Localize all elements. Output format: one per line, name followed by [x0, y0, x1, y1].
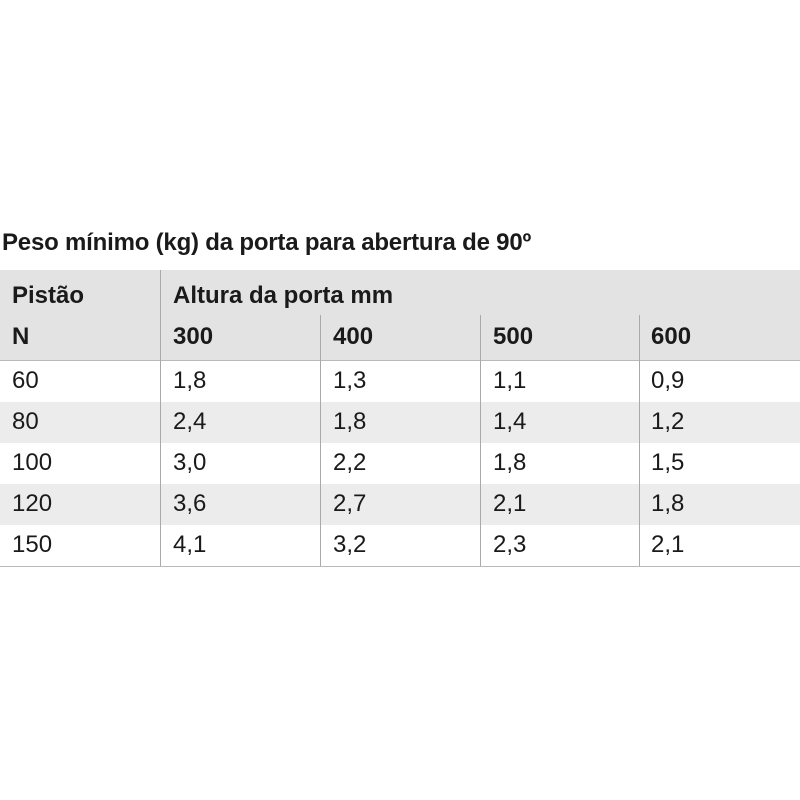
cell-value: 1,8: [493, 449, 527, 476]
cell-value: 2,2: [333, 449, 367, 476]
header-pistao: Pistão: [12, 282, 85, 309]
cell-value: 1,8: [173, 367, 207, 394]
cell-value: 3,6: [173, 490, 207, 517]
table-row: [0, 525, 800, 566]
table-row: [0, 361, 800, 402]
table-bottom-border: [0, 566, 800, 567]
cell-value: 4,1: [173, 531, 207, 558]
cell-value: 1,1: [493, 367, 527, 394]
cell-value: 1,5: [651, 449, 685, 476]
cell-value: 1,8: [651, 490, 685, 517]
cell-value: 1,8: [333, 408, 367, 435]
header-height-400: 400: [333, 323, 374, 350]
column-divider: [639, 315, 640, 566]
column-divider: [320, 315, 321, 566]
header-pistao-unit: N: [12, 323, 30, 350]
cell-value: 2,3: [493, 531, 527, 558]
cell-value: 1,4: [493, 408, 527, 435]
column-divider: [160, 270, 161, 566]
column-divider: [480, 315, 481, 566]
cell-pistao: 80: [12, 408, 39, 435]
cell-pistao: 60: [12, 367, 39, 394]
cell-value: 1,3: [333, 367, 367, 394]
cell-value: 0,9: [651, 367, 685, 394]
table-row: [0, 402, 800, 443]
cell-value: 1,2: [651, 408, 685, 435]
table-title: Peso mínimo (kg) da porta para abertura de 90º: [2, 229, 532, 256]
table-row: [0, 484, 800, 525]
cell-value: 2,1: [651, 531, 685, 558]
header-group-label: Altura da porta mm: [173, 282, 394, 309]
header-height-600: 600: [651, 323, 692, 350]
table-header: [0, 270, 800, 361]
header-height-500: 500: [493, 323, 534, 350]
cell-value: 2,1: [493, 490, 527, 517]
weight-table: [0, 270, 800, 567]
cell-value: 3,2: [333, 531, 367, 558]
header-height-300: 300: [173, 323, 214, 350]
cell-value: 2,7: [333, 490, 367, 517]
table-row: [0, 443, 800, 484]
cell-pistao: 100: [12, 449, 53, 476]
cell-value: 3,0: [173, 449, 207, 476]
cell-value: 2,4: [173, 408, 207, 435]
cell-pistao: 150: [12, 531, 53, 558]
cell-pistao: 120: [12, 490, 53, 517]
